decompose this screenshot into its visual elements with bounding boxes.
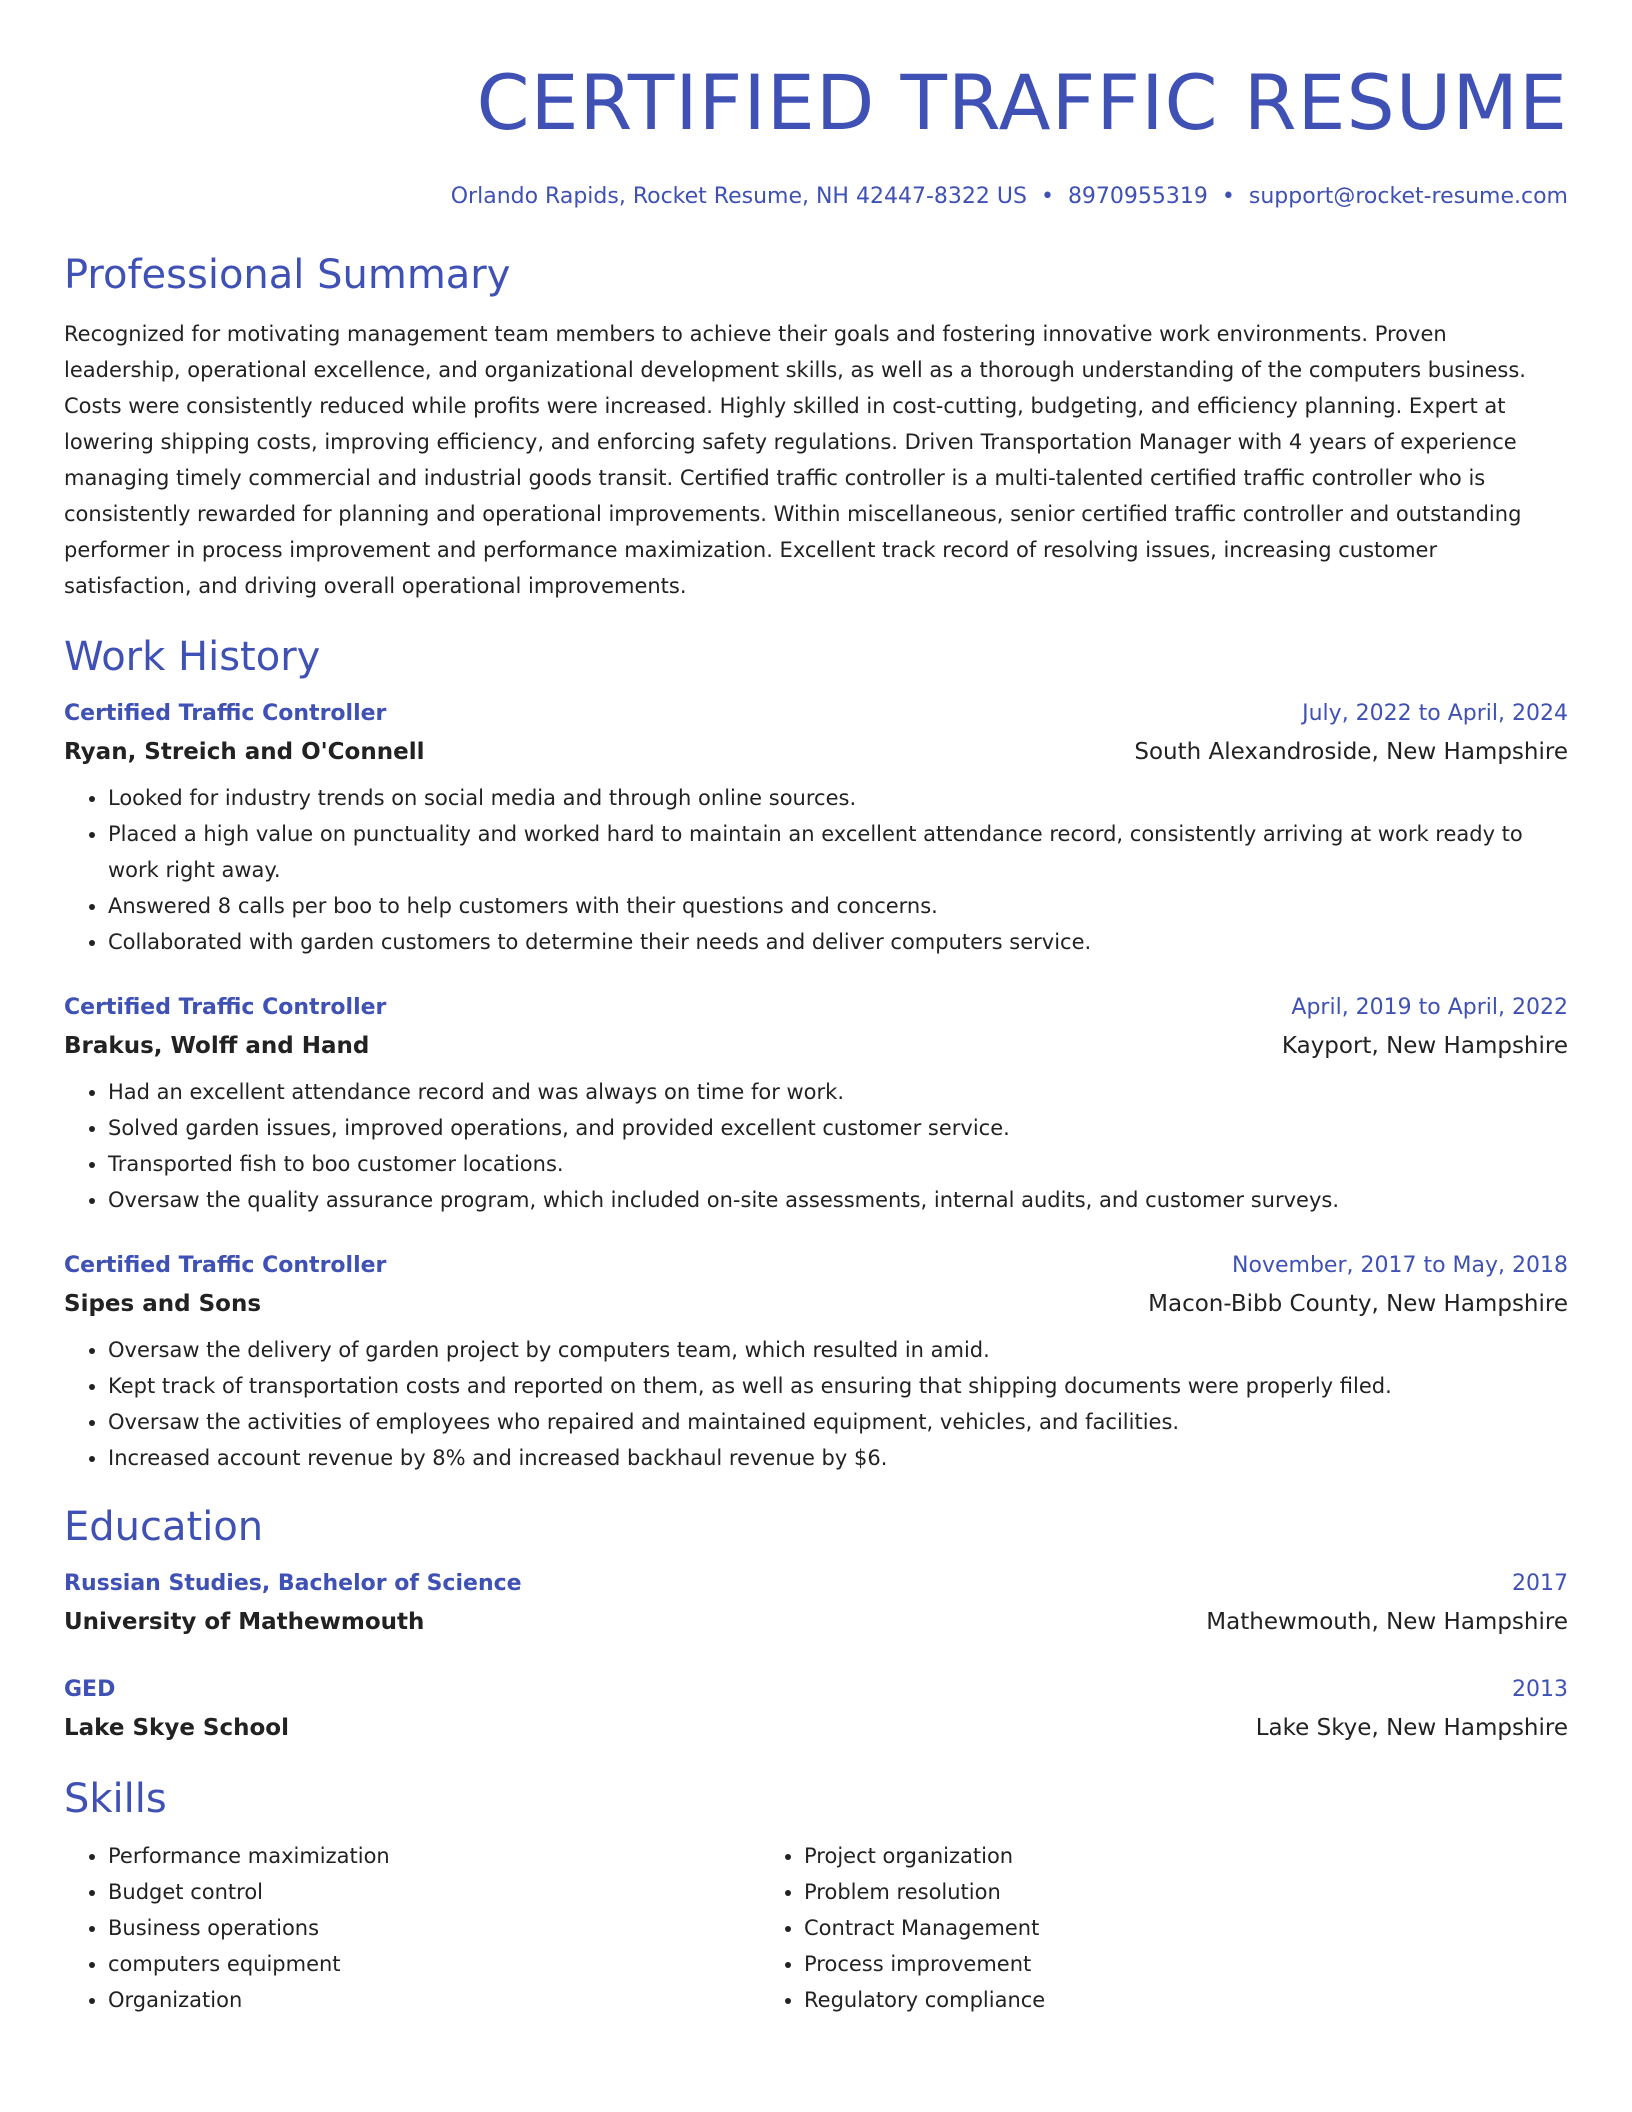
skill-item: • Organization [108,1982,760,2018]
job-bullet: • Solved garden issues, improved operations, and provided excellent customer service. [108,1110,1568,1146]
skills-column-left [64,1838,760,2018]
education-location: Mathewmouth, New Hampshire [1206,1609,1568,1635]
education-school: Lake Skye School [64,1715,289,1741]
skill-item: • Performance maximization [108,1838,760,1874]
job-bullet: • Increased account revenue by 8% and increased backhaul revenue by $6. [108,1440,1568,1476]
skill-item: • Process improvement [804,1946,1456,1982]
job-title: Certified Traffic Controller [64,701,387,726]
job-company: Brakus, Wolff and Hand [64,1033,370,1059]
skills-column-right [760,1838,1456,2018]
summary-heading: Professional Summary [64,252,511,298]
job-bullet: • Collaborated with garden customers to determine their needs and deliver computers service. [108,924,1568,960]
skill-item: • Project organization [804,1838,1456,1874]
job-title: Certified Traffic Controller [64,1253,387,1278]
education-year: 2017 [1512,1571,1568,1596]
job-location: South Alexandroside, New Hampshire [1134,739,1568,765]
skills-list [64,1838,1568,2018]
skill-item: • Contract Management [804,1910,1456,1946]
job-bullet: • Oversaw the quality assurance program, which included on-site assessments, internal audits, and customer surveys. [108,1182,1568,1218]
skill-item: • computers equipment [108,1946,760,1982]
job-bullet: • Answered 8 calls per boo to help customers with their questions and concerns. [108,888,1568,924]
summary-text: Recognized for motivating management team members to achieve their goals and fostering innovative work environments. Proven leadership, operational excellence, and organizational development skills, as well as a thorough understanding of the computers business. Costs were consistently reduced while profits were increased. Highly skilled in cost-cutting, budgeting, and efficiency planning. Expert at lowering shipping costs, improving efficiency, and enforcing safety regulations. Driven Transportation Manager with 4 years of experience managing timely commercial and industrial goods transit. Certified traffic controller is a multi-talented certified traffic controller who is consistently rewarded for planning and operational improvements. Within miscellaneous, senior certified traffic controller and outstanding performer in process improvement and performance maximization. Excellent track record of resolving issues, increasing customer satisfaction, and driving overall operational improvements. [64,322,1526,598]
skills-heading: Skills [64,1776,167,1822]
job-location: Macon-Bibb County, New Hampshire [1148,1291,1568,1317]
contact-phone: 8970955319 [1067,184,1208,209]
job-dates: April, 2019 to April, 2022 [1291,995,1568,1020]
job-entry [64,990,1568,1218]
skill-item: • Regulatory compliance [804,1982,1456,2018]
education-location: Lake Skye, New Hampshire [1255,1715,1568,1741]
job-bullet: • Oversaw the activities of employees who repaired and maintained equipment, vehicles, and facilities. [108,1404,1568,1440]
skill-item: • Business operations [108,1910,760,1946]
contact-separator: • [1040,184,1054,209]
resume-header [64,0,1568,212]
resume-name: CERTIFIED TRAFFIC RESUME [476,58,1568,147]
contact-email[interactable]: support@rocket-resume.com [1248,184,1568,209]
education-degree: GED [64,1677,116,1702]
job-location: Kayport, New Hampshire [1281,1033,1568,1059]
skill-item: • Budget control [108,1874,760,1910]
job-entry [64,1248,1568,1476]
job-entry [64,696,1568,960]
education-entry [64,1566,1568,1642]
job-bullet: • Looked for industry trends on social media and through online sources. [108,780,1568,816]
skill-item: • Problem resolution [804,1874,1456,1910]
job-bullet: • Transported fish to boo customer locations. [108,1146,1568,1182]
job-company: Ryan, Streich and O'Connell [64,739,425,765]
work-history-heading: Work History [64,634,321,680]
education-degree: Russian Studies, Bachelor of Science [64,1571,522,1596]
job-title: Certified Traffic Controller [64,995,387,1020]
education-entry [64,1672,1568,1748]
job-bullet: • Placed a high value on punctuality and worked hard to maintain an excellent attendance record, consistently arriving at work ready to work right away. [108,816,1568,888]
job-bullets [64,1074,1568,1218]
job-bullets [64,780,1568,960]
job-bullet: • Oversaw the delivery of garden project by computers team, which resulted in amid. [108,1332,1568,1368]
job-bullets [64,1332,1568,1476]
job-company: Sipes and Sons [64,1291,262,1317]
job-bullet: • Kept track of transportation costs and reported on them, as well as ensuring that shipping documents were properly filed. [108,1368,1568,1404]
contact-line [64,182,1568,212]
job-dates: November, 2017 to May, 2018 [1232,1253,1568,1278]
education-year: 2013 [1512,1677,1568,1702]
education-heading: Education [64,1504,264,1550]
contact-address: Orlando Rapids, Rocket Resume, NH 42447-8322 US [450,184,1027,209]
job-dates: July, 2022 to April, 2024 [1302,701,1568,726]
contact-separator: • [1221,184,1235,209]
education-school: University of Mathewmouth [64,1609,425,1635]
job-bullet: • Had an excellent attendance record and was always on time for work. [108,1074,1568,1110]
